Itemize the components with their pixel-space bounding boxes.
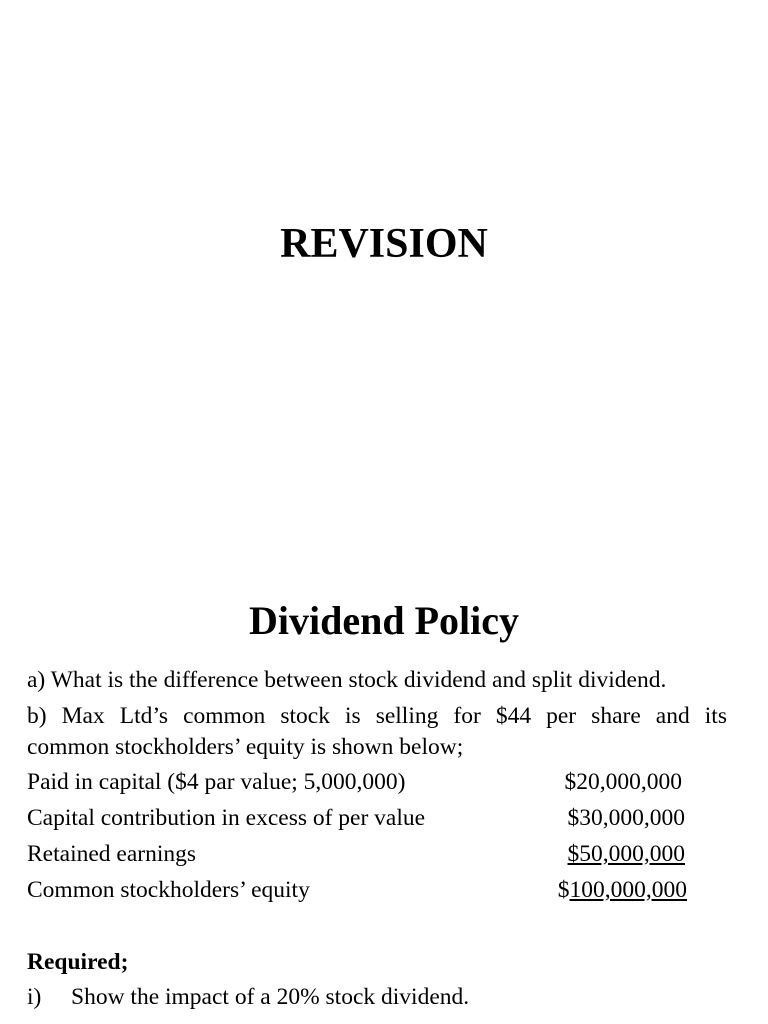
equity-row-amount: $50,000,000	[567, 841, 685, 867]
question-b-word: b)	[27, 703, 47, 729]
question-b-word: $44	[495, 703, 532, 729]
question-b-line-1	[27, 701, 727, 732]
total-amount-value: 100,000,000	[569, 877, 687, 903]
required-heading: Required;	[27, 949, 129, 975]
section-title: Dividend Policy	[248, 598, 520, 643]
currency-symbol: $	[557, 877, 570, 903]
equity-row-label: Retained earnings	[27, 841, 197, 867]
equity-row-label: Common stockholders’ equity	[27, 877, 310, 903]
question-b-word: is	[344, 703, 361, 729]
equity-total-amount	[540, 875, 687, 906]
question-b-word: per	[546, 703, 577, 729]
page-title: REVISION	[280, 221, 488, 267]
equity-row-amount: $30,000,000	[567, 805, 685, 831]
question-b-line-2: common stockholders’ equity is shown below;	[27, 734, 464, 760]
question-b-word: and	[655, 703, 690, 729]
required-item-text: Show the impact of a 20% stock dividend.	[71, 984, 470, 1010]
question-b-word: stock	[280, 703, 330, 729]
question-b-word: common	[183, 703, 266, 729]
question-b-word: its	[704, 703, 727, 729]
question-b-word: for	[453, 703, 481, 729]
question-b-word: Ltd’s	[119, 703, 169, 729]
equity-row-label: Capital contribution in excess of per value	[27, 805, 426, 831]
question-b-word: Max	[61, 703, 105, 729]
question-a: a) What is the difference between stock dividend and split dividend.	[27, 667, 667, 693]
question-b-word: share	[591, 703, 641, 729]
required-item-number: i)	[27, 984, 42, 1010]
equity-row-amount: $20,000,000	[564, 769, 682, 795]
question-b-word: selling	[375, 703, 439, 729]
equity-row-label: Paid in capital ($4 par value; 5,000,000)	[27, 769, 406, 795]
